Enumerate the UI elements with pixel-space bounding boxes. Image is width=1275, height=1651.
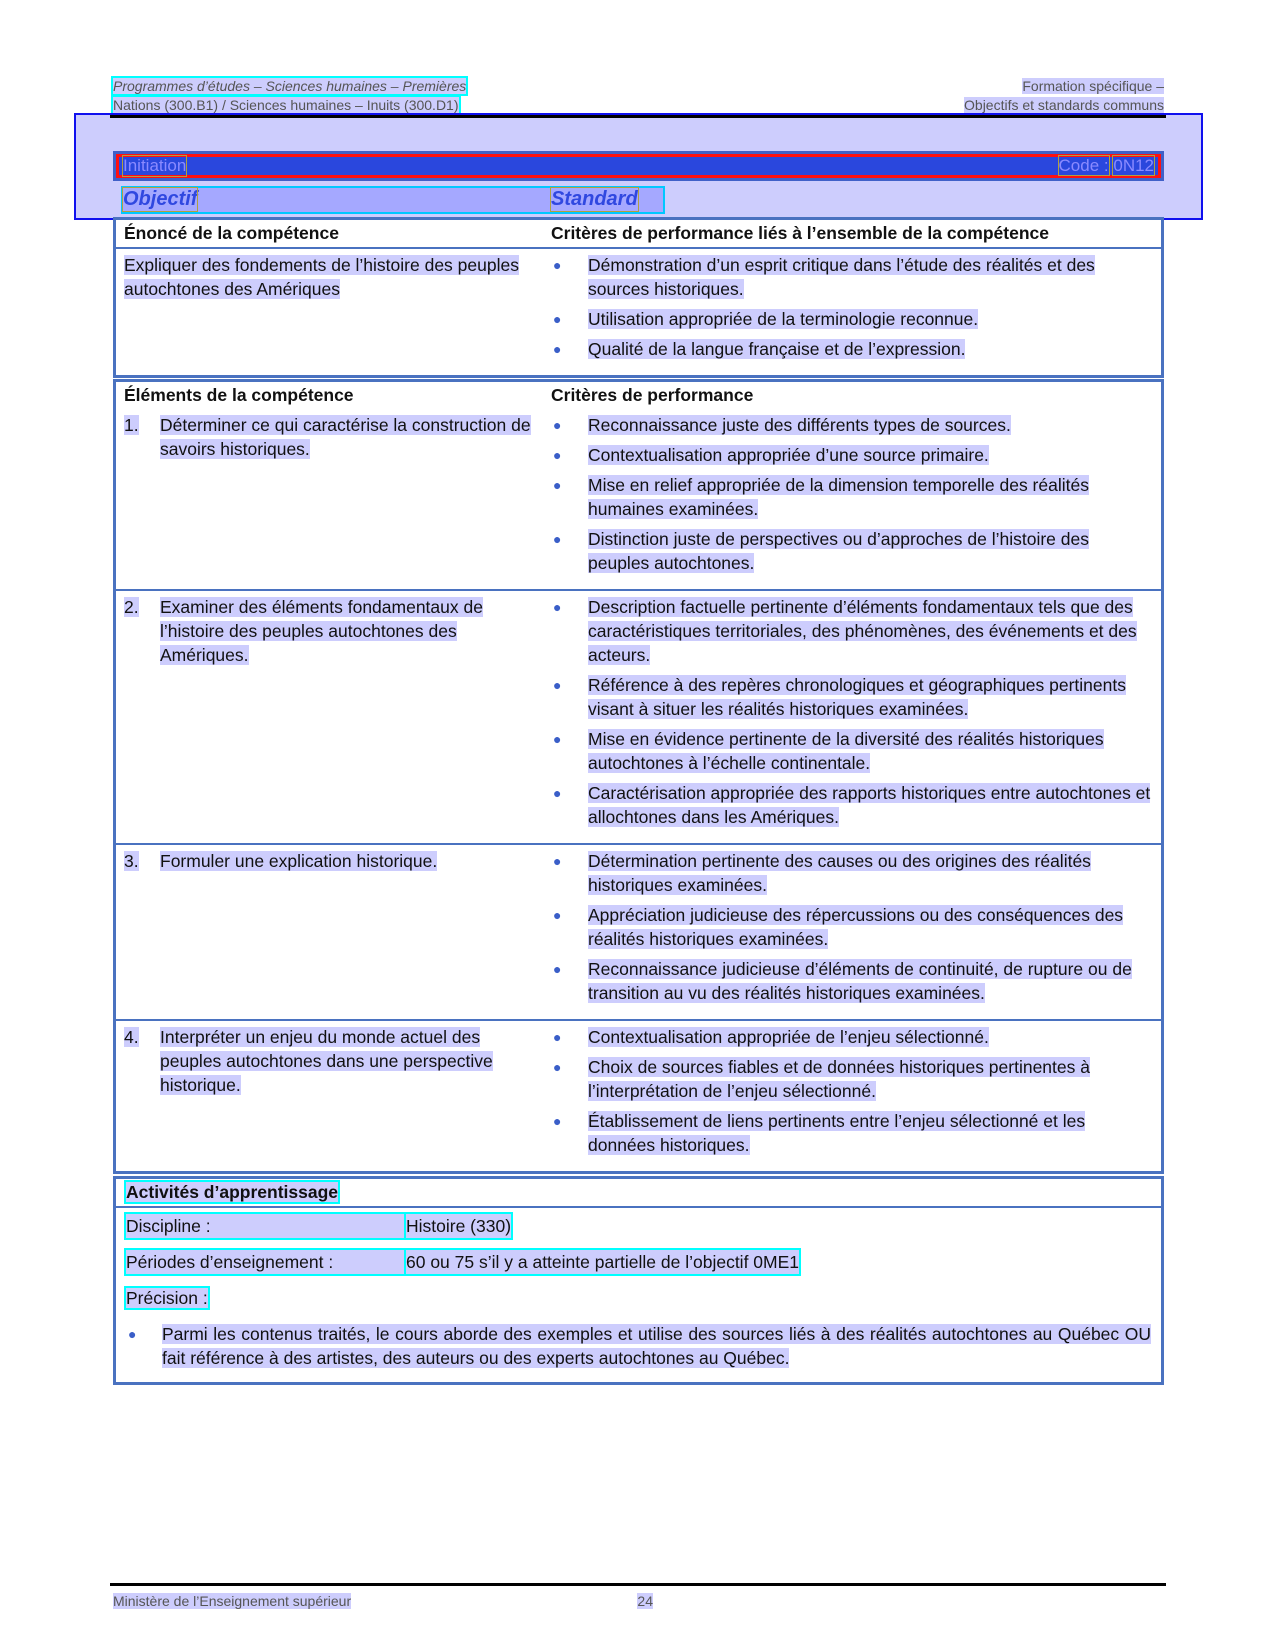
element-text: Examiner des éléments fondamentaux de l’histoire des peuples autochtones des Amériques.: [160, 597, 483, 665]
periods-value: 60 ou 75 s’il y a atteinte partielle de l’objectif 0ME1: [406, 1252, 800, 1272]
bullet-icon: ●: [128, 1326, 137, 1342]
objective-standard-row: [123, 188, 663, 212]
criterion: Utilisation appropriée de la terminologie reconnue.: [588, 309, 979, 329]
header-formation: Formation spécifique –: [1022, 78, 1164, 94]
criterion: Distinction juste de perspectives ou d’approches de l’histoire des peuples autochtones.: [588, 529, 1089, 573]
activities-header: Activités d’apprentissage: [126, 1182, 339, 1202]
bullet-icon: ●: [553, 311, 562, 327]
periods-label: Périodes d’enseignement :: [126, 1250, 406, 1274]
bullet-icon: ●: [553, 961, 562, 977]
bullet-icon: ●: [553, 1059, 562, 1075]
objectif-label: Objectif: [123, 188, 198, 210]
criterion: Reconnaissance judicieuse d’éléments de continuité, de rupture ou de transition au vu des réalités historiques examinées.: [588, 959, 1132, 1003]
elements-table: [113, 379, 1164, 1174]
element-text: Formuler une explication historique.: [160, 851, 438, 871]
criterion: Reconnaissance juste des différents types de sources.: [588, 415, 1011, 435]
standard-label: Standard: [551, 188, 638, 210]
element-row: [116, 843, 1161, 1019]
course-title-bar: [113, 151, 1164, 181]
bullet-icon: ●: [553, 477, 562, 493]
bullet-icon: ●: [553, 257, 562, 273]
activities-table: [113, 1176, 1164, 1385]
header-program-codes: Nations (300.B1) / Sciences humaines – Inuits (300.D1): [113, 97, 459, 113]
bullet-icon: ●: [553, 1029, 562, 1045]
bullet-icon: ●: [553, 1113, 562, 1129]
criterion: Appréciation judicieuse des répercussions ou des conséquences des réalités historiques examinées.: [588, 905, 1124, 949]
criterion: Qualité de la langue française et de l’expression.: [588, 339, 966, 359]
element-row: [116, 409, 1161, 589]
criterion: Mise en relief appropriée de la dimension temporelle des réalités humaines examinées.: [588, 475, 1089, 519]
discipline-value: Histoire (330): [406, 1216, 512, 1236]
precision-text: Parmi les contenus traités, le cours aborde des exemples et utilise des sources liés à des réalités autochtones au Québec OU fait référence à des artistes, des auteurs ou des experts autochtones au Québec.: [162, 1324, 1151, 1368]
discipline-label: Discipline :: [126, 1214, 406, 1238]
header-objectives: Objectifs et standards communs: [964, 97, 1164, 113]
competence-statement: Expliquer des fondements de l’histoire des peuples autochtones des Amériques: [124, 255, 519, 299]
bullet-icon: ●: [553, 785, 562, 801]
criterion: Caractérisation appropriée des rapports historiques entre autochtones et allochtones dans les Amériques.: [588, 783, 1151, 827]
element-text: Déterminer ce qui caractérise la construction de savoirs historiques.: [160, 415, 531, 459]
elements-header: Éléments de la compétence: [124, 385, 354, 405]
criterion: Démonstration d’un esprit critique dans l’étude des réalités et des sources historiques.: [588, 255, 1095, 299]
bullet-icon: ●: [553, 907, 562, 923]
criterion: Référence à des repères chronologiques et géographiques pertinents visant à situer les réalités historiques examinées.: [588, 675, 1126, 719]
bullet-icon: ●: [553, 341, 562, 357]
criterion: Contextualisation appropriée d’une source primaire.: [588, 445, 989, 465]
header-program: Programmes d’études – Sciences humaines – Premières: [113, 78, 467, 94]
footer-ministry: Ministère de l’Enseignement supérieur: [113, 1593, 352, 1609]
bullet-icon: ●: [553, 731, 562, 747]
code-label: Code :: [1058, 156, 1109, 175]
element-number: 2.: [124, 597, 139, 617]
footer: [113, 1593, 653, 1609]
criterion: Description factuelle pertinente d’éléments fondamentaux tels que des caractéristiques territoriales, des phénomènes, des événements et des acteurs.: [588, 597, 1137, 665]
bullet-icon: ●: [553, 531, 562, 547]
criterion: Contextualisation appropriée de l’enjeu sélectionné.: [588, 1027, 989, 1047]
element-row: [116, 589, 1161, 843]
bullet-icon: ●: [553, 599, 562, 615]
element-text: Interpréter un enjeu du monde actuel des peuples autochtones dans une perspective historique.: [160, 1027, 493, 1095]
element-number: 4.: [124, 1027, 139, 1047]
element-number: 3.: [124, 851, 139, 871]
global-criteria-list: [551, 249, 1161, 375]
criterion: Choix de sources fiables et de données historiques pertinentes à l’interprétation de l’enjeu sélectionné.: [588, 1057, 1090, 1101]
bullet-icon: ●: [553, 417, 562, 433]
bullet-icon: ●: [553, 447, 562, 463]
criterion: Détermination pertinente des causes ou des origines des réalités historiques examinées.: [588, 851, 1091, 895]
criteria-header: Critères de performance: [551, 385, 754, 405]
criterion: Établissement de liens pertinents entre l’enjeu sélectionné et les données historiques.: [588, 1111, 1086, 1155]
footer-rule: [110, 1583, 1166, 1586]
criteria-global-header: Critères de performance liés à l’ensemble de la compétence: [551, 223, 1049, 243]
header-line-2: [113, 97, 1164, 113]
bullet-icon: ●: [553, 853, 562, 869]
header-line-1: [113, 78, 1164, 94]
course-code: 0N12: [1113, 156, 1154, 175]
course-title: Initiation: [123, 156, 187, 175]
criterion: Mise en évidence pertinente de la diversité des réalités historiques autochtones à l’échelle continentale.: [588, 729, 1104, 773]
page-number: 24: [637, 1593, 653, 1609]
header-rule: [110, 115, 1166, 118]
element-row: [116, 1019, 1161, 1171]
bullet-icon: ●: [553, 677, 562, 693]
precision-label: Précision :: [126, 1288, 208, 1308]
enonce-header: Énoncé de la compétence: [124, 223, 339, 243]
element-number: 1.: [124, 415, 139, 435]
enonce-table: [113, 217, 1164, 378]
